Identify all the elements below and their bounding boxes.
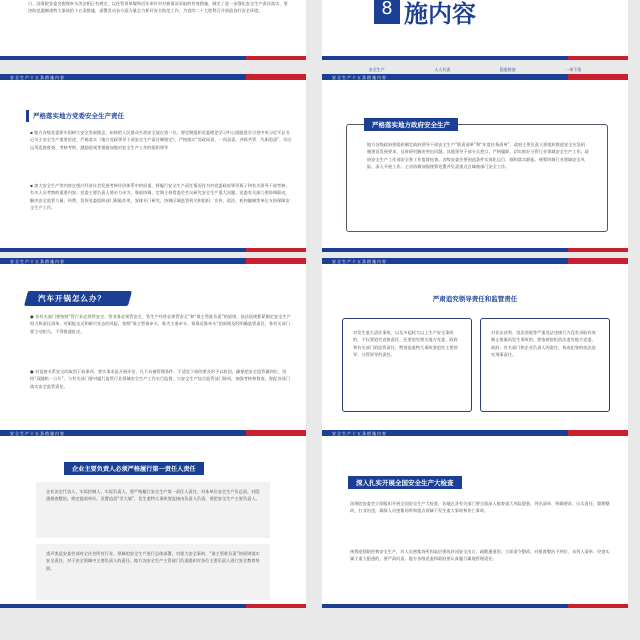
bullet-icon: ● <box>30 314 35 319</box>
slide-5[interactable] <box>0 258 306 436</box>
title-mark <box>26 110 29 122</box>
bottom-bar <box>0 56 306 60</box>
slide-header: 安全生产十五条措施内容 <box>10 430 65 436</box>
bullet-icon: ● <box>30 369 35 374</box>
slide4-text: 地方各级政府要组织制定政府领导干部安全生产“职责清单”和“年度任务清单”，政府主要负责人要组织推进安全应急机制建设发展要求，及时研究解决突出问题。其他领导干部分兵把口，严格履职，切实抓好分管行业领域安全生产工作。政府安全生产工作部安全务工作监督检查。各级安委会要创造条件实体化运行，细和落实职能。统筹协调行业领域安全风险、深入开展工作。主动协调加强统筹处置并负责重点区域商部门安全工作。 <box>367 142 589 170</box>
slide-1[interactable] <box>0 0 306 60</box>
nav-item-4: 一项不落 <box>565 67 582 72</box>
slide-6[interactable] <box>322 258 628 436</box>
slide-2[interactable] <box>322 0 628 72</box>
slide7-text-2: 重声类是安委会部对全社会所有行业、领域的安全生产进行总体部署，对重大安全事故、“谁主管谁负责”的原则落实安全责任，对于安全领域中主要负责人的责任，地方各安全生产主管部门负责组织对各位主要负责人进行安全教育培训。 <box>46 551 260 571</box>
slide6-right-box <box>480 318 610 412</box>
bottom-bar <box>322 248 628 252</box>
nav-item-2: 人人有责 <box>434 67 451 72</box>
slide6-left-box <box>342 318 472 412</box>
slide5-title: 汽车开锅怎么办？ <box>38 294 106 303</box>
slide-header: 安全生产十五条措施内容 <box>10 74 65 80</box>
slide5-bullet-1: ● 各有关部门要按照“管行业必须管安全、管业务必须管安全、管生产经营必须管安全”和“谁主管谁负责”的原则，依法依规抓紧制定安全生产权力和责任清单，对职能交叉和新兴业态的风险，按照“谁主管谁牵头、谁为主谁牵头、谁靠近谁牵头”的原则及时明确监管责任，务有关部门要主动担当，不得推诿扯皮。 <box>30 314 291 334</box>
bottom-bar <box>322 604 628 608</box>
slide-8[interactable] <box>322 430 628 608</box>
bottom-bar <box>0 604 306 608</box>
bottom-bar <box>322 56 628 60</box>
slide8-paragraph-1: 国务院安委会立即组织开展全国安全生产大检查，各地区各有关部门要全面深入排查重大风险隐患、列出清单、明确要求、压实责任、限期整改，打非治违，确保人员密集场所和重点领域不发生重大事故和伤亡事故。 <box>350 501 610 514</box>
slide2-big-text: 施内容 <box>404 0 476 28</box>
slide-3[interactable] <box>0 74 306 252</box>
slide7-text-1: 企业法定代表人、实际控制人、实际负责人，要严格履行安全生产第一责任人责任，对本单位安全生产负总责。对隐患排查整治，规定提前单位，设置追责“零大墙”，发生重特大事故要直接由负责人负责，要把安全生产主要负责人。 <box>46 489 260 502</box>
nav-item-3: 隐患排查 <box>499 67 516 72</box>
slide3-title: 严格落实地方党委安全生产责任 <box>33 112 124 120</box>
slide-header: 安全生产十五条措施内容 <box>332 258 387 264</box>
slide1-paragraph: 日、国务院安委会抱理牵头决法相正有规定，以往管用单煤和近年来针对对新情况采取的有效措施，制定了进一步强化安全生产责任落实、坚决防范遏制重特大事故的十五条措施，部署发动各方面力量全力抓好安全防范工作，为党的二十大胜利召开创造良好安全环境。 <box>28 1 288 14</box>
bullet-icon: ▪ <box>30 130 35 135</box>
slide4-box <box>346 124 608 232</box>
bottom-bar <box>0 248 306 252</box>
slide-4[interactable] <box>322 74 628 252</box>
slide8-paragraph-2: 统筹疫情防控和安全生产，对人员密集场所和高层建筑封闭安全出口、疏散通道的，立即责令整改。对排查整治不到位、未列入清单、经查实属于重大隐患的，要严肃问责。地方各级党委和政府要认真履行属地管理责任。 <box>350 549 610 562</box>
bullet-icon: ▪ <box>30 183 35 188</box>
slide-header: 安全生产十五条措施内容 <box>10 258 65 264</box>
slide5-bullet-2: ● 对直接关系安全的取消下放事项，要实事求是开展评估，凡不具备管理条件、不适宜下放的要及时予以收回，确保把安全监管做到位，坚持“双随机一公开”，与有关部门要对履行监管行业领域安全生产工作实行监督，与安全生产综合监管部门协同，加强考核和督查，督促各部门落实安全监管责任。 <box>30 369 290 389</box>
slide6-right-text: 对非法获利、违法违规等严重违法违规行为没有采取有效制止措施而发生事故的，要依规依纪依法追究地方党委、政府、有关部门和企业负责人的责任，构成犯罪的依法追究刑事责任。 <box>491 330 596 358</box>
slide2-nav <box>344 67 606 73</box>
slide7-title: 企业主要负责人必须严格履行第一责任人责任 <box>64 462 204 475</box>
slide7-card-2 <box>36 544 270 600</box>
slide6-left-text: 对发生重大责任事故、以及多起较大以上生产安全事故的，不仅要追究直接责任、还要追究相关地方党委、政府和有关部门的监管责任，特别是重特大事故要追究主要领导、分管领导的责任。 <box>353 330 458 358</box>
slide4-title: 严格落实地方政府安全生产 <box>364 118 458 131</box>
slide3-paragraph-1: ▪ 地方各级党委要牢固树立安全发展理念，始终把人民群众生命安全放在第一位。要定期组织党委理论学习中心组跟进学习党中央习近平总书记关于安全生产重要论述。严格落实《地方党政领导干部安全生产责任制规定》，严格落实“党政同责、一岗双责、齐抓共管、失职追责”，综合运用巡查督查、考核考察、激励惩戒等措施加强对安全生产工作的组织领导 <box>30 130 292 150</box>
slide2-title-box: 8 <box>374 0 400 24</box>
slide8-title: 深入扎实开展全国安全生产大检查 <box>348 476 462 489</box>
slide-header: 安全生产十五条措施内容 <box>332 430 387 436</box>
slide3-paragraph-2: ▪ 加大安全生产等内容在相应经济社会发展考核评价体系中的权重，将履行安全生产责任情况作为对党委政府领导班子和有关领导干部考核、有关人员考察的重要内容。党委主要负责人要亲力亲为、靠前协调，定期主持常委会会议研究安全生产重大问题。党委有关部门要协调联动，解决安全监管力量、经费，发挥党委组织部门职能作用，安排专门研究，协调区域监管机关和组织、宣传、政法、机构编制等单位支持保障安全生产工作。 <box>30 183 290 211</box>
slide-header: 安全生产十五条措施内容 <box>332 74 387 80</box>
slide-7[interactable] <box>0 430 306 608</box>
slide6-title: 严肃追究领导责任和监管责任 <box>432 295 518 303</box>
slide7-card-1 <box>36 482 270 538</box>
nav-item-1: 安全生产 <box>368 67 385 72</box>
